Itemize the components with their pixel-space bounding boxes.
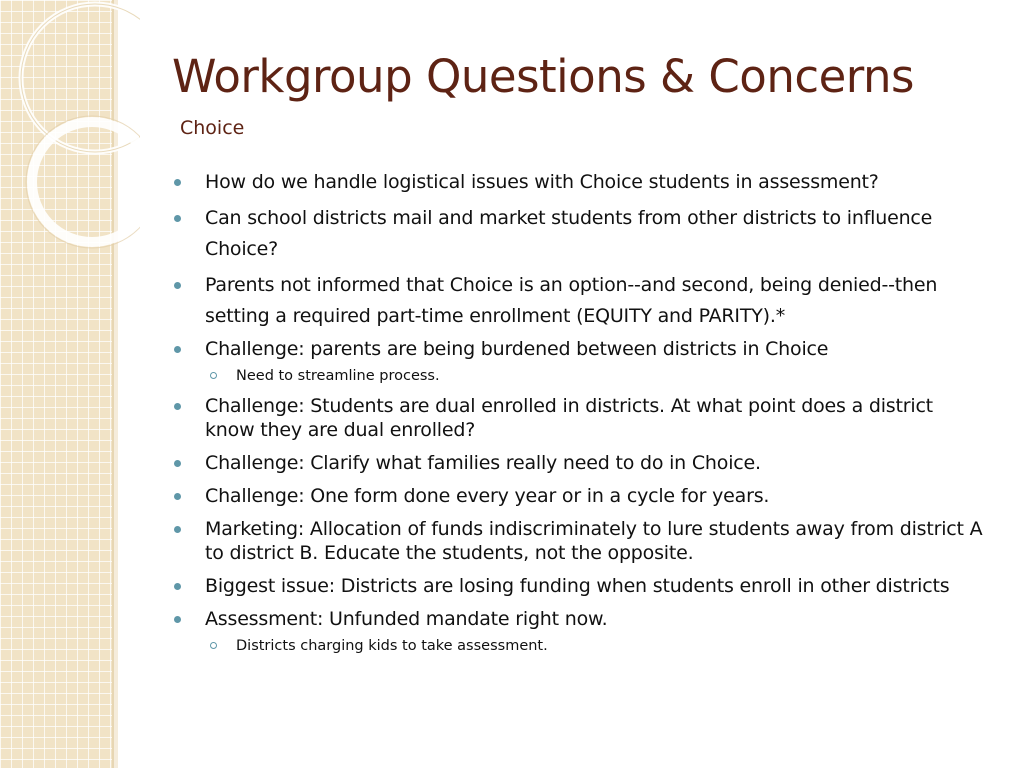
sub-bullet-item [172,366,984,386]
bullet-text: Challenge: parents are being burdened between districts in Choice [205,338,829,360]
bullet-item [172,484,984,508]
bullet-text: Challenge: Students are dual enrolled in districts. At what point does a district know they are dual enrolled? [205,395,933,441]
bullet-text: Can school districts mail and market students from other districts to influence Choice? [205,207,933,260]
bullet-text: Assessment: Unfunded mandate right now. [205,608,608,630]
slide-subtitle: Choice [180,117,245,139]
bullet-item [172,203,984,265]
bullet-item [172,170,984,194]
bullet-text: Biggest issue: Districts are losing funding when students enroll in other districts [205,575,950,597]
bullet-text: Challenge: Clarify what families really need to do in Choice. [205,452,761,474]
bullet-text: Challenge: One form done every year or in a cycle for years. [205,485,770,507]
bullet-icon [174,403,181,410]
bullet-item [172,574,984,598]
bullet-item [172,337,984,361]
bullet-icon [174,526,181,533]
sub-bullet-text: Need to streamline process. [236,368,440,384]
bullet-text: Marketing: Allocation of funds indiscriminately to lure students away from district A to district B. Educate the students, not the opposite. [205,518,983,564]
bullet-text: Parents not informed that Choice is an option--and second, being denied--then setting a required part-time enrollment (EQUITY and PARITY).* [205,274,938,327]
bullet-list [172,170,984,664]
bullet-item [172,394,984,442]
slide-title: Workgroup Questions & Concerns [172,50,914,103]
bullet-text: How do we handle logistical issues with Choice students in assessment? [205,171,879,193]
bullet-icon [174,282,181,289]
bullet-item [172,517,984,565]
bullet-icon [174,179,181,186]
bullet-item [172,607,984,631]
decorative-grid-panel [0,0,114,768]
bullet-icon [174,583,181,590]
sub-bullet-text: Districts charging kids to take assessment. [236,638,548,654]
sub-bullet-icon [210,642,217,649]
sub-bullet-item [172,636,984,656]
bullet-icon [174,460,181,467]
bullet-icon [174,493,181,500]
sub-bullet-icon [210,372,217,379]
bullet-item [172,451,984,475]
bullet-icon [174,346,181,353]
bullet-icon [174,215,181,222]
bullet-item [172,270,984,332]
bullet-icon [174,616,181,623]
